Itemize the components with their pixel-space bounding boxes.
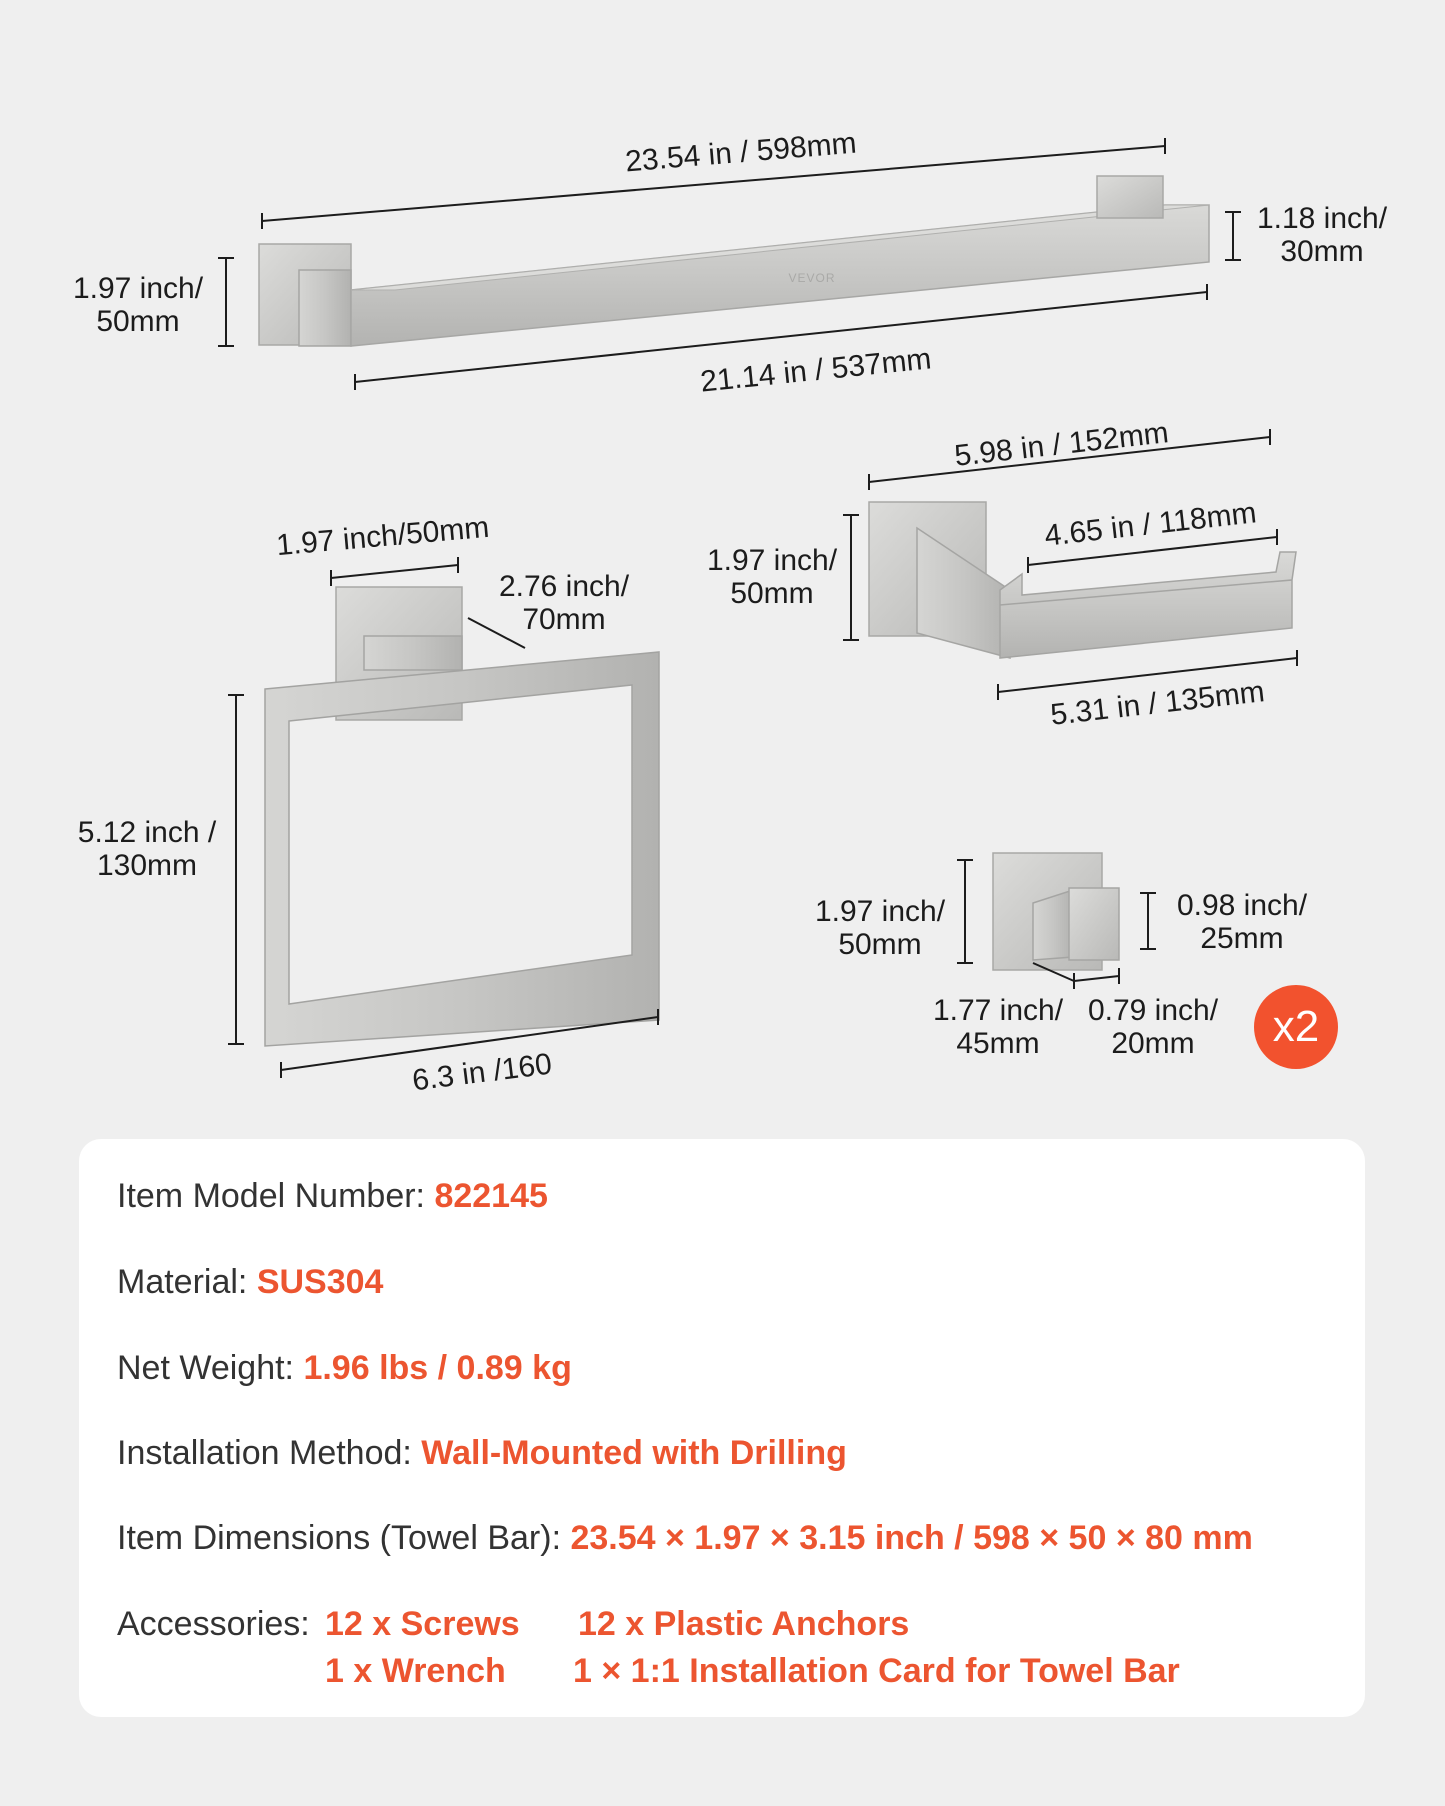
- spec-material: [117, 1262, 383, 1302]
- towel-bar-thickness: 1.18 inch/ 30mm: [1256, 202, 1388, 268]
- towel-bar-brand: VEVOR: [788, 271, 836, 285]
- spec-label: Item Dimensions (Towel Bar):: [117, 1519, 571, 1557]
- towel-bar-base-height: 1.97 inch/ 50mm: [72, 272, 204, 338]
- accessory-screws: 12 x Screws: [325, 1605, 520, 1643]
- robe-hook-arm: [1033, 890, 1073, 960]
- towel-ring: [265, 587, 659, 1046]
- paper-holder-arm-length: 4.65 in / 118mm: [1042, 496, 1259, 553]
- spec-value: 1.96 lbs / 0.89 kg: [303, 1349, 572, 1387]
- accessory-installation-card: 1 × 1:1 Installation Card for Towel Bar: [573, 1652, 1180, 1690]
- spec-label: Net Weight:: [117, 1349, 304, 1387]
- spec-label: Material:: [117, 1263, 257, 1301]
- accessory-anchors: 12 x Plastic Anchors: [578, 1605, 910, 1643]
- ring-base-width: 1.97 inch/50mm: [274, 510, 491, 563]
- ring-height: 5.12 inch / 130mm: [77, 816, 217, 882]
- spec-model-number: [117, 1176, 548, 1216]
- paper-holder-base-height: 1.97 inch/ 50mm: [706, 544, 838, 610]
- paper-holder-projection: 5.31 in / 135mm: [1048, 675, 1267, 732]
- spec-value: Wall-Mounted with Drilling: [421, 1434, 847, 1472]
- towel-ring-arm: [364, 636, 462, 670]
- spec-value: SUS304: [256, 1263, 384, 1301]
- hook-quantity-badge: x2: [1254, 985, 1338, 1069]
- hook-base-height: 1.97 inch/ 50mm: [814, 895, 946, 961]
- robe-hook-tip: [1069, 888, 1119, 960]
- towel-bar-rod-body: [351, 205, 1209, 346]
- ring-width: 6.3 in /160: [410, 1047, 554, 1098]
- spec-value: 822145: [434, 1177, 548, 1215]
- towel-bar-left-post: [299, 270, 351, 346]
- towel-bar-total-length: 23.54 in / 598mm: [624, 126, 858, 179]
- ring-projection: 2.76 inch/ 70mm: [498, 570, 630, 636]
- spec-net-weight: [117, 1348, 572, 1388]
- spec-value: 23.54 × 1.97 × 3.15 inch / 598 × 50 × 80 mm: [570, 1519, 1253, 1557]
- spec-accessories-label: Accessories:: [117, 1605, 310, 1643]
- hook-projection: 1.77 inch/ 45mm: [932, 994, 1064, 1060]
- accessory-wrench: 1 x Wrench: [325, 1652, 506, 1690]
- spec-installation-method: [117, 1433, 847, 1473]
- hook-height: 0.98 inch/ 25mm: [1176, 889, 1308, 955]
- paper-holder-total-length: 5.98 in / 152mm: [952, 416, 1171, 473]
- robe-hook: [993, 853, 1119, 970]
- hook-width: 0.79 inch/ 20mm: [1087, 994, 1219, 1060]
- towel-bar-inner-length: 21.14 in / 537mm: [698, 342, 933, 399]
- spec-label: Installation Method:: [117, 1434, 422, 1472]
- spec-label: Item Model Number:: [117, 1177, 435, 1215]
- towel-bar: [259, 176, 1209, 346]
- paper-holder-bar: [1000, 552, 1296, 658]
- spec-item-dimensions: [117, 1518, 1253, 1558]
- towel-bar-right-plate: [1097, 176, 1163, 218]
